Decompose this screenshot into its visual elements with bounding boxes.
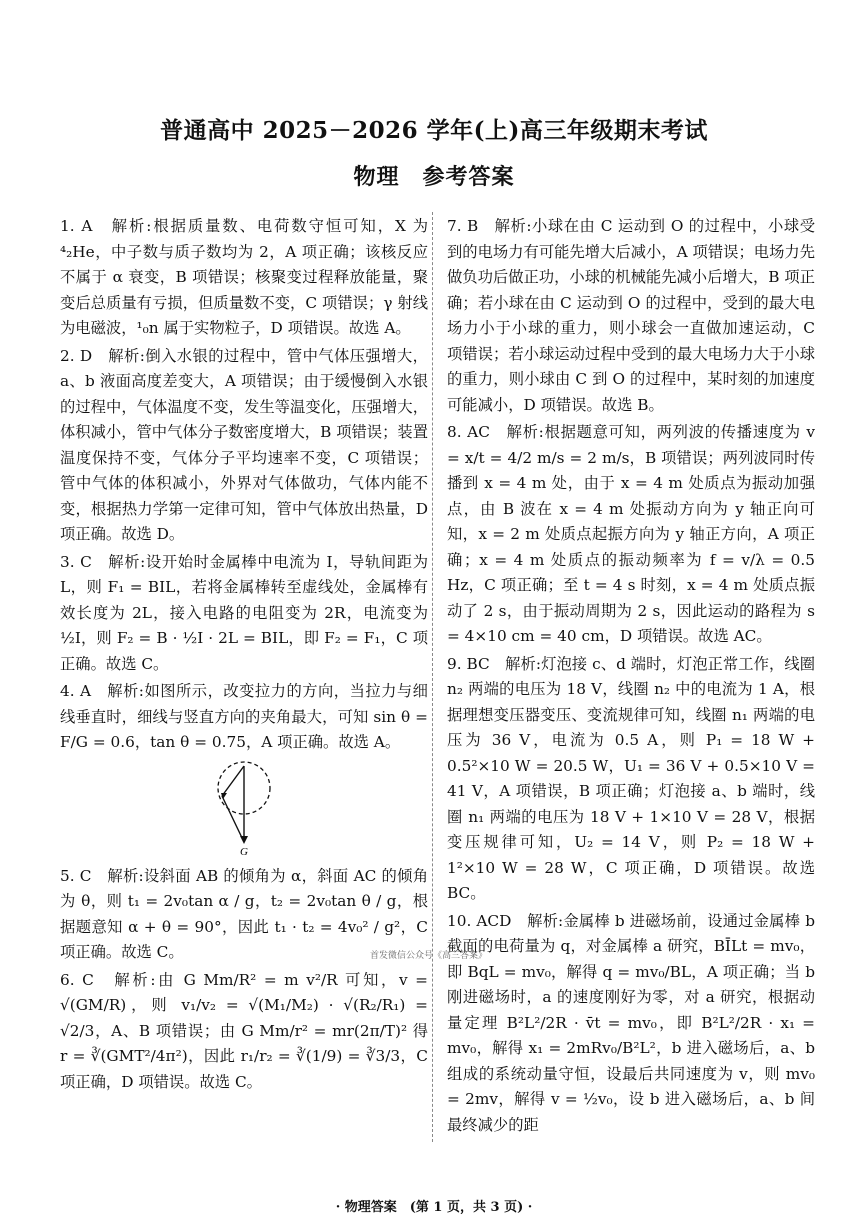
answer-7-text: 小球在由 C 运动到 O 的过程中，小球受到的电场力有可能先增大后减小，A 项错误；电场力先做负功后做正功，小球的机械能先减小后增大，B 项正确；若小球在由 C 运动到 O 的过程中，受到的最大电场力小于小球的重力，则小球会一直做加速运动，C 项错误；若小球运动过程中受到的最大电场力大于小球的重力，则小球由 C 到 O 的过程中，某时刻的加速度可能减小，D 项错误。故选 B。: [447, 217, 815, 414]
right-column: [447, 214, 815, 1140]
force-diagram-figure: [204, 760, 284, 856]
answer-5-text: 设斜面 AB 的倾角为 α，斜面 AC 的倾角为 θ，则 t₁ = 2v₀tan α / g，t₂ = 2v₀tan θ / g，根据题意知 α + θ = 90°，因此 t₁ · t₂ = 4v₀² / g²，C 项正确。故选 C。: [60, 866, 428, 961]
answer-10: [447, 909, 815, 1139]
answer-8: [447, 420, 815, 650]
answer-2: [60, 344, 428, 548]
left-column: [60, 214, 428, 1097]
answer-3: [60, 550, 428, 678]
answer-2-head: 2. D 解析:: [60, 346, 145, 365]
answer-9: [447, 652, 815, 907]
answer-5-head: 5. C 解析:: [60, 866, 144, 885]
force-arrow-head: [221, 793, 227, 799]
answer-1: [60, 214, 428, 342]
answer-4-text: 如图所示，改变拉力的方向，当拉力与细线垂直时，细线与竖直方向的夹角最大，可知 sin θ = F/G = 0.6，tan θ = 0.75，A 项正确。故选 A。: [60, 682, 428, 751]
figure-label-g: G: [240, 845, 248, 856]
column-divider: [432, 212, 433, 1142]
answer-6-text: 由 G Mm/R² = m v²/R 可知，v = √(GM/R)，则 v₁/v₂ = √(M₁/M₂) · √(R₂/R₁) = √2/3，A、B 项错误；由 G Mm/r² = mr(2π/T)² 得 r = ∛(GMT²/4π²)，因此 r₁/r₂ = ∛(1/9) = ∛3/3，C 项正确，D 项错误。故选 C。: [60, 970, 428, 1091]
answer-3-head: 3. C 解析:: [60, 552, 146, 571]
answer-2-text: 倒入水银的过程中，管中气体压强增大，a、b 液面高度差变大，A 项错误；由于缓慢倒入水银的过程中，气体温度不变，发生等温变化，压强增大，体积减小，管中气体分子数密度增大，B 项错误；装置温度保持不变，气体分子平均速率不变，C 项错误；管中气体的体积减小，外界对气体做功，气体内能不变，根据热力学第一定律可知，管中气体放出热量，D 项正确。故选 D。: [60, 346, 428, 543]
answer-10-text: 金属棒 b 进磁场前，设通过金属棒 b 截面的电荷量为 q，对金属棒 a 研究，BĪLt = mv₀，即 BqL = mv₀，解得 q = mv₀/BL，A 项正确；当 b 刚进磁场时，a 的速度刚好为零，对 a 研究，根据动量定理 B²L²/2R · v̄t = mv₀，即 B²L²/2R · x₁ = mv₀，解得 x₁ = 2mRv₀/B²L²，b 进入磁场后，a、b 组成的系统动量守恒，设最后共同速度为 v，则 mv₀ = 2mv，解得 v = ½v₀，设 b 进入磁场后，a、b 间最终减少的距: [447, 911, 815, 1134]
answer-6: [60, 968, 428, 1096]
answer-1-head: 1. A 解析:: [60, 217, 152, 235]
watermark: 首发微信公众号《高三答案》: [370, 951, 488, 961]
answer-4: [60, 679, 428, 756]
page-title: 普通高中 2025－2026 学年(上)高三年级期末考试: [160, 117, 708, 144]
answer-8-text: 根据题意可知，两列波的传播速度为 v = x/t = 4/2 m/s = 2 m/s，B 项错误；两列波同时传播到 x = 4 m 处，由于 x = 4 m 处质点为振动加强点，由 B 波在 x = 4 m 处振动方向为 y 轴正向可知，x = 2 m 处质点起振方向为 y 轴正方向，A 项正确；x = 4 m 处质点的振动频率为 f = v/λ = 0.5 Hz，C 项正确；至 t = 4 s 时刻，x = 4 m 处质点振动了 2 s，由于振动周期为 2 s，因此运动的路程为 s = 4×10 cm = 40 cm，D 项错误。故选 AC。: [447, 423, 815, 645]
page-subtitle: 物理 参考答案: [353, 164, 515, 190]
answer-3-text: 设开始时金属棒中电流为 I，导轨间距为 L，则 F₁ = BIL，若将金属棒转至虚线处，金属棒有效长度为 2L，接入电路的电阻变为 2R，电流变为 ½I，则 F₂ = B · ½I · 2L = BIL，即 F₂ = F₁，C 项正确。故选 C。: [60, 552, 428, 673]
answer-9-head: 9. BC 解析:: [447, 654, 542, 673]
answer-6-head: 6. C 解析:: [60, 970, 156, 989]
answer-9-text: 灯泡接 c、d 端时，灯泡正常工作，线圈 n₂ 两端的电压为 18 V，线圈 n₂ 中的电流为 1 A，根据理想变压器变压、变流规律可知，线圈 n₁ 两端的电压为 36 V，电流为 0.5 A，则 P₁ = 18 W + 0.5²×10 W = 20.5 W，U₁ = 36 V + 0.5×10 V = 41 V，A 项错误，B 项正确；灯泡接 a、b 端时，线圈 n₁ 两端的电压为 18 V + 1×10 V = 28 V，根据变压规律可知，U₂ = 14 V，则 P₂ = 18 W + 1²×10 W = 28 W，C 项正确，D 项错误。故选 BC。: [447, 654, 815, 902]
answer-10-head: 10. ACD 解析:: [447, 911, 564, 930]
answer-1-text: 根据质量数、电荷数守恒可知，X 为 ⁴₂He，中子数与质子数均为 2，A 项正确；该核反应不属于 α 衰变，B 项错误；核聚变过程释放能量，聚变后总质量有亏损，但质量数不变，C 项错误；γ 射线为电磁波，¹₀n 属于实物粒子，D 项错误。故选 A。: [60, 217, 428, 337]
answer-7: [447, 214, 815, 418]
tension-line: [222, 796, 244, 842]
answer-4-head: 4. A 解析:: [60, 682, 144, 700]
answer-8-head: 8. AC 解析:: [447, 423, 544, 441]
page-footer: · 物理答案 (第 1 页，共 3 页) ·: [335, 1200, 533, 1215]
answer-7-head: 7. B 解析:: [447, 217, 532, 235]
